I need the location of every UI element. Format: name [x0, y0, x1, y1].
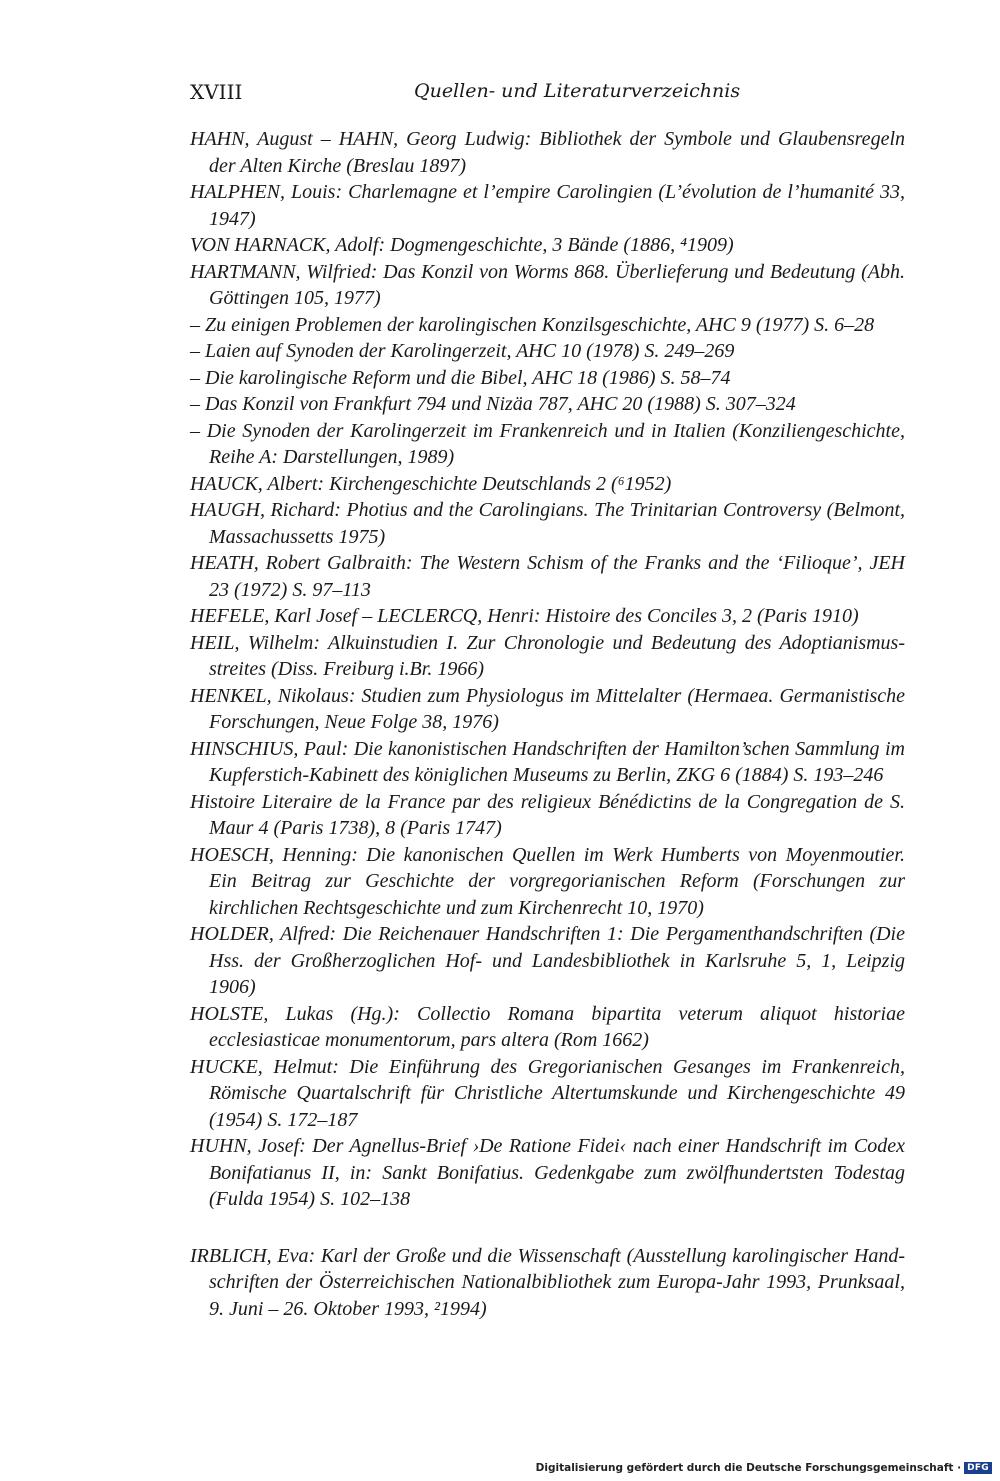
- bib-entry: – Die Synoden der Karolingerzeit im Frankenreich und in Italien (Konziliengeschichte, Reihe A: Darstellungen, 1989): [190, 419, 905, 468]
- bib-entry: HOLDER, Alfred: Die Reichenauer Handschriften 1: Die Pergamenthandschriften (Die Hss. der Großherzoglichen Hof- und Landesbibliothek in Karlsruhe 5, 1, Leipzig 1906): [190, 923, 905, 998]
- bib-entry: HAUGH, Richard: Photius and the Carolingians. The Trinitarian Controversy (Belmont, Massachussetts 1975): [190, 499, 905, 548]
- bib-entry: HAHN, August – HAHN, Georg Ludwig: Bibliothek der Symbole und Glaubensregeln der Alten Kirche (Breslau 1897): [190, 128, 905, 177]
- bib-entry: – Zu einigen Problemen der karolingischen Konzilsgeschichte, AHC 9 (1977) S. 6–28: [190, 313, 875, 336]
- bib-entry: HEFELE, Karl Josef – LECLERCQ, Henri: Histoire des Conciles 3, 2 (Paris 1910): [190, 605, 859, 627]
- bib-entry: – Laien auf Synoden der Karolingerzeit, AHC 10 (1978) S. 249–269: [190, 340, 735, 362]
- footer-text: Digitalisierung gefördert durch die Deutsche Forschungsgemeinschaft ·: [535, 1462, 962, 1474]
- page-header: [190, 80, 905, 110]
- digitization-footer: [536, 1461, 992, 1475]
- bib-entry: HOESCH, Henning: Die kanonischen Quellen im Werk Humberts von Moyenmoutier. Ein Beitrag zur Geschichte der vorgregorianischen Reform (Forschungen zur kirchlichen Rechtsgeschichte und zum Kirchenrecht 10, 1970): [190, 843, 905, 919]
- bib-entry: HUHN, Josef: Der Agnellus-Brief ›De Ratione Fidei‹ nach einer Handschrift im Codex Bonifatianus II, in: Sankt Bonifatius. Gedenkgabe zum zwölfhundertsten Todestag (Fulda 1954) S. 102–138: [190, 1135, 905, 1210]
- bib-entry: HARTMANN, Wilfried: Das Konzil von Worms 868. Überlieferung und Bedeutung (Abh. Göttingen 105, 1977): [190, 260, 905, 309]
- bib-entry: HENKEL, Nikolaus: Studien zum Physiologus im Mittelalter (Hermaea. Germanistische Forschungen, Neue Folge 38, 1976): [190, 684, 905, 733]
- dfg-logo-icon: DFG: [964, 1462, 992, 1474]
- bib-entry: Histoire Literaire de la France par des religieux Bénédictins de la Congregation de S. Maur 4 (Paris 1738), 8 (Paris 1747): [190, 790, 905, 839]
- bib-entry: HOLSTE, Lukas (Hg.): Collectio Romana bipartita veterum aliquot historiae ecclesiasticae monumentorum, pars altera (Rom 1662): [190, 1002, 905, 1051]
- bib-entry: HEIL, Wilhelm: Alkuinstudien I. Zur Chronologie und Bedeutung des Adoptianismus-streites (Diss. Freiburg i.Br. 1966): [190, 631, 905, 680]
- page-number: XVIII: [190, 80, 243, 104]
- bib-entry: IRBLICH, Eva: Karl der Große und die Wissenschaft (Ausstellung karolingischer Hand-schriften der Österreichischen Nationalbibliothek zum Europa-Jahr 1993, Prunksaal, 9. Juni – 26. Oktober 1993, ²1994): [190, 1244, 905, 1320]
- running-title: Quellen- und Literaturverzeichnis: [414, 80, 741, 102]
- bib-entry: VON HARNACK, Adolf: Dogmengeschichte, 3 Bände (1886, ⁴1909): [190, 234, 734, 256]
- bib-entry: – Das Konzil von Frankfurt 794 und Nizäa 787, AHC 20 (1988) S. 307–324: [190, 393, 796, 415]
- bib-entry: HAUCK, Albert: Kirchengeschichte Deutschlands 2 (⁶1952): [190, 472, 672, 495]
- bib-entry: HEATH, Robert Galbraith: The Western Schism of the Franks and the ‘Filioque’, JEH 23 (1972) S. 97–113: [190, 552, 905, 601]
- bib-entry: HINSCHIUS, Paul: Die kanonistischen Handschriften der Hamilton’schen Sammlung im Kupferstich-Kabinett des königlichen Museums zu Berlin, ZKG 6 (1884) S. 193–246: [190, 737, 905, 786]
- bib-entry: HALPHEN, Louis: Charlemagne et l’empire Carolingien (L’évolution de l’humanité 33, 1947): [190, 181, 905, 230]
- letter-section-gap: [190, 1213, 905, 1243]
- bib-entry: – Die karolingische Reform und die Bibel, AHC 18 (1986) S. 58–74: [190, 366, 731, 389]
- bib-entry: HUCKE, Helmut: Die Einführung des Gregorianischen Gesanges im Frankenreich, Römische Quartalschrift für Christliche Altertumskunde und Kirchengeschichte 49 (1954) S. 172–187: [190, 1055, 905, 1131]
- bibliography-list: [190, 126, 905, 1322]
